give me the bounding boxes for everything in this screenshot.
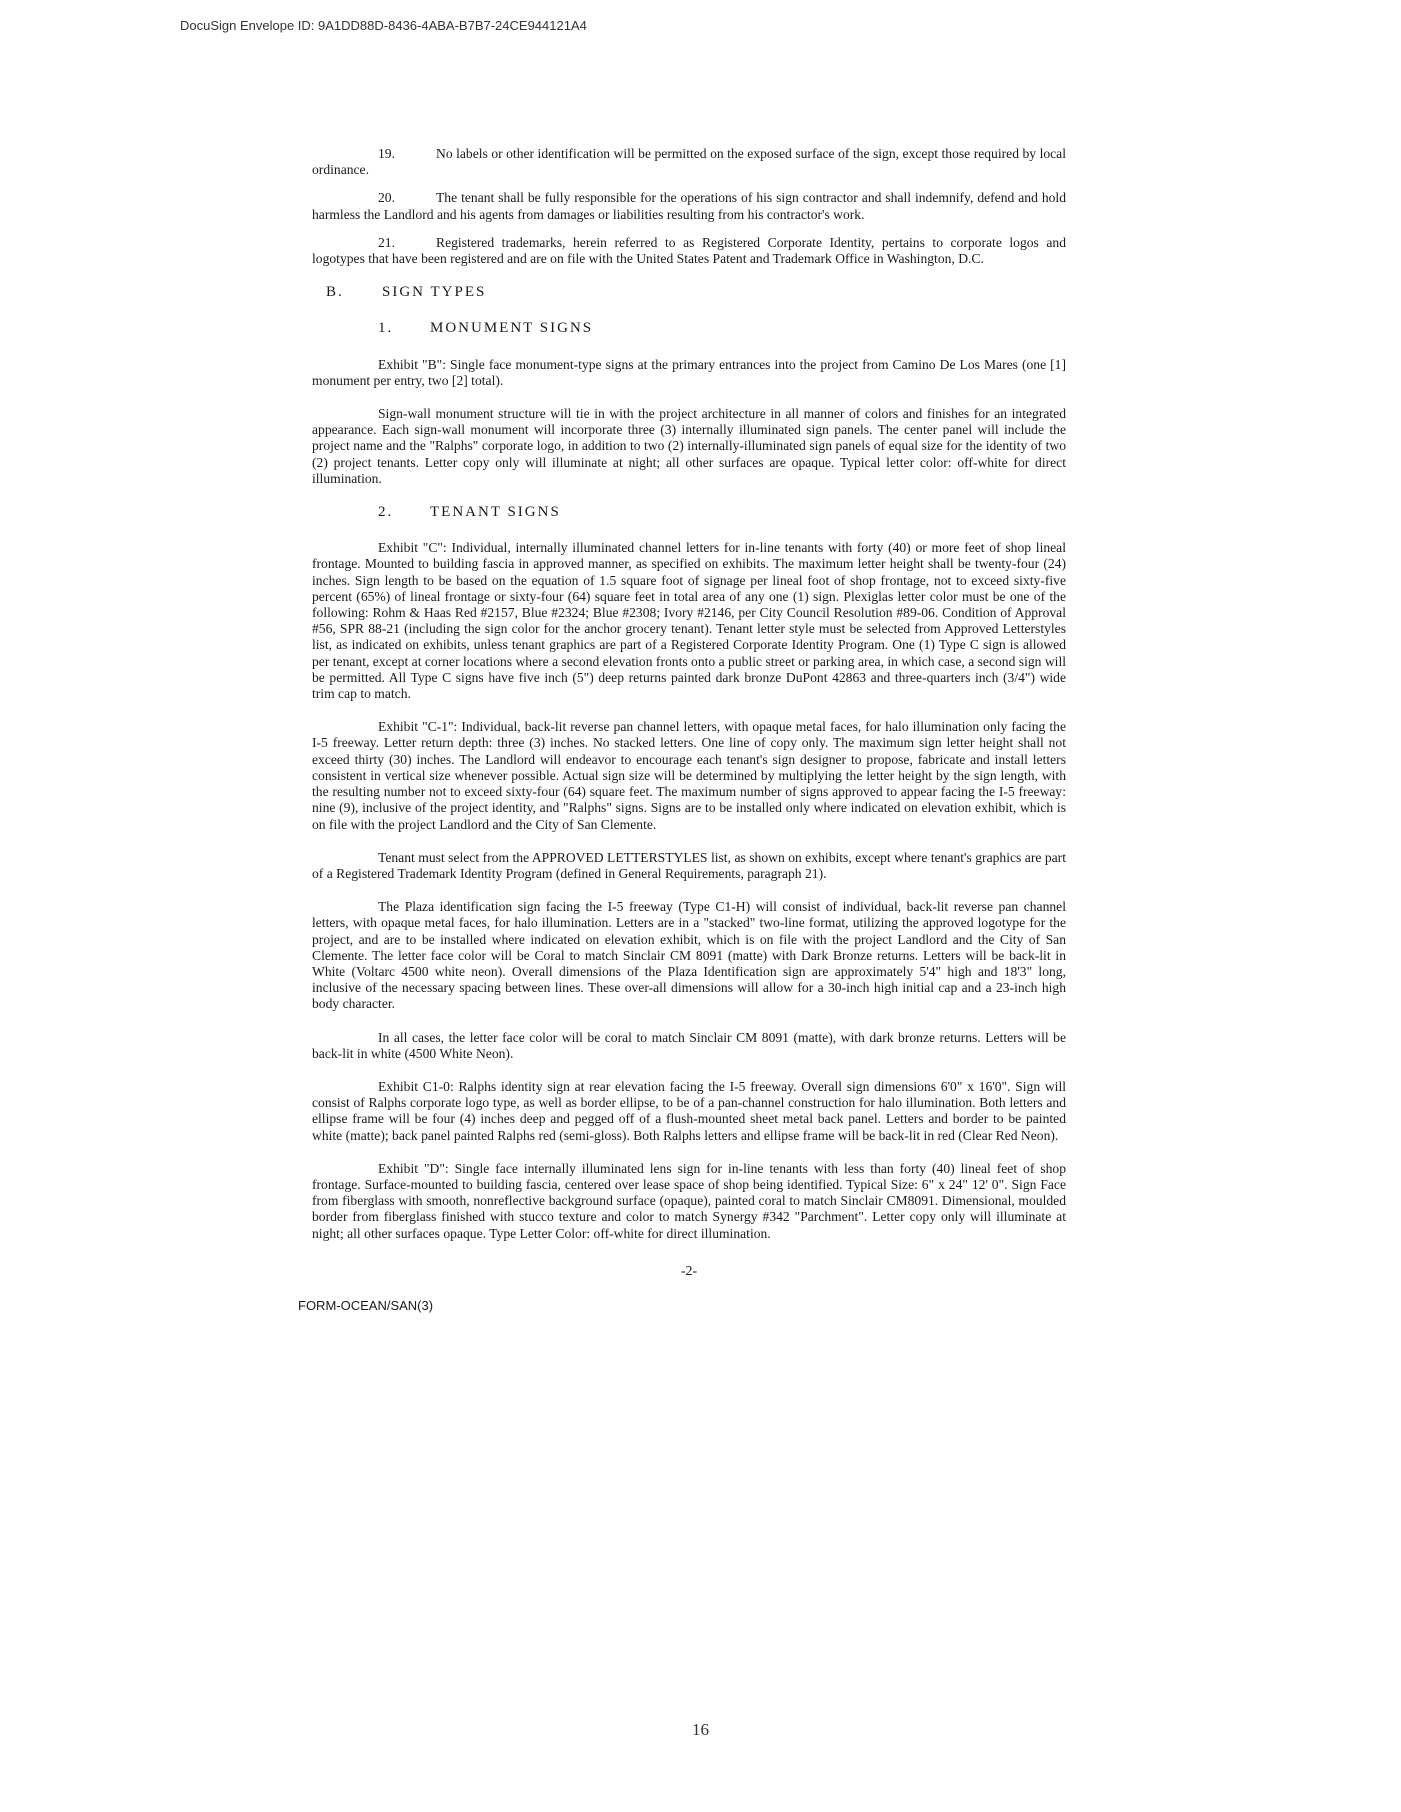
section-title: SIGN TYPES xyxy=(382,284,487,301)
paragraph-sign-wall: Sign-wall monument structure will tie in with the project architecture in all manner of colors and finishes for an integrated appearance. Each sign-wall monument will incorporate three (3) internally illuminated sign panels. The center panel will include the project name and the "Ralphs" corporate logo, in addition to two (2) internally-illuminated sign panels of equal size for the identity of two (2) project tenants. Letter copy only will illuminate at night; all other surfaces are opaque. Typical letter color: off-white for direct illumination. xyxy=(312,406,1066,486)
subsection-heading-monument xyxy=(378,320,1066,336)
item-text: The tenant shall be fully responsible for the operations of his sign contractor and shall indemnify, defend and hold harmless the Landlord and his agents from damages or liabilities resulting from his contractor's work. xyxy=(312,190,1066,222)
paragraph-exhibit-d: Exhibit "D": Single face internally illuminated lens sign for in-line tenants with less than forty (40) lineal feet of shop frontage. Surface-mounted to building fascia, centered over lease space of shop being identified. Typical Size: 6" x 24" 12' 0". Sign Face from fiberglass with smooth, nonreflective background surface (opaque), painted coral to match Sinclair CM8091. Dimensional, moulded border from fiberglass finished with stucco texture and color to match Synergy #342 "Parchment". Letter copy only will illuminate at night; all other surfaces opaque. Type Letter Color: off-white for direct illumination. xyxy=(312,1160,1066,1241)
item-20 xyxy=(312,190,1066,222)
item-number: 21. xyxy=(378,234,395,250)
paragraph-exhibit-c1: Exhibit "C-1": Individual, back-lit reverse pan channel letters, with opaque metal faces, for halo illumination only facing the I-5 freeway. Letter return depth: three (3) inches. No stacked letters. One line of copy only. The maximum sign letter height shall not exceed thirty (30) inches. The Landlord will endeavor to encourage each tenant's sign designer to propose, fabricate and install letters consistent in vertical size whenever possible. Actual sign size will be determined by multiplying the letter height by the sign length, with the resulting number not to exceed sixty-four (64) square feet. The maximum number of signs approved to appear facing the I-5 freeway: nine (9), inclusive of the project identity, and "Ralphs" signs. Signs are to be installed only where indicated on elevation exhibit, which is on file with the project Landlord and the City of San Clemente. xyxy=(312,719,1066,832)
paragraph-exhibit-c: Exhibit "C": Individual, internally illuminated channel letters for in-line tenants with forty (40) or more feet of shop lineal frontage. Mounted to building fascia in approved manner, as specified on exhibits. The maximum letter height shall be twenty-four (24) inches. Sign length to be based on the equation of 1.5 square foot of signage per lineal foot of shop frontage, not to exceed sixty-five percent (65%) of lineal frontage or sixty-four (64) square feet in total area of any one (1) sign. Plexiglas letter color must be one of the following: Rohm & Haas Red #2157, Blue #2324; Blue #2308; Ivory #2146, per City Council Resolution #89-06. Condition of Approval #56, SPR 88-21 (including the sign color for the anchor grocery tenant). Tenant letter style must be selected from Approved Letterstyles list, as indicated on exhibits, unless tenant graphics are part of a Registered Corporate Identity Program. One (1) Type C sign is allowed per tenant, except at corner locations where a second elevation fronts onto a public street or parking area, in which case, a second sign will be permitted. All Type C signs have five inch (5") deep returns painted dark bronze DuPont 42863 and three-quarters inch (3/4") wide trim cap to match. xyxy=(312,540,1066,702)
paragraph-plaza-sign: The Plaza identification sign facing the I-5 freeway (Type C1-H) will consist of individual, back-lit reverse pan channel letters, with opaque metal faces, for halo illumination. Letters are in a "stacked" two-line format, utilizing the approved logotype for the project, and are to be installed where indicated on elevation exhibit, which is on file with the project Landlord and the City of San Clemente. The letter face color will be Coral to match Sinclair CM 8091 (matte) with Dark Bronze returns. Letters will be back-lit in White (Voltarc 4500 white neon). Overall dimensions of the Plaza Identification sign are approximately 5'4" high and 18'3" long, inclusive of the necessary spacing between lines. These over-all dimensions will allow for a 30-inch high initial cap and a 23-inch high body character. xyxy=(312,899,1066,1012)
paragraph-exhibit-b: Exhibit "B": Single face monument-type signs at the primary entrances into the project from Camino De Los Mares (one [1] monument per entry, two [2] total). xyxy=(312,356,1066,388)
item-21 xyxy=(312,235,1066,267)
subsection-number: 2. xyxy=(378,504,394,521)
paragraph-letterstyles: Tenant must select from the APPROVED LETTERSTYLES list, as shown on exhibits, except where tenant's graphics are part of a Registered Trademark Identity Program (defined in General Requirements, paragraph 21). xyxy=(312,849,1066,881)
page-number: 16 xyxy=(692,1720,709,1739)
subsection-title: TENANT SIGNS xyxy=(430,504,561,521)
form-code: FORM-OCEAN/SAN(3) xyxy=(298,1297,434,1313)
item-19 xyxy=(312,146,1066,178)
docusign-envelope-id: DocuSign Envelope ID: 9A1DD88D-8436-4ABA-B7B7-24CE944121A4 xyxy=(180,18,587,33)
item-number: 20. xyxy=(378,190,395,206)
paragraph-exhibit-c1-0: Exhibit C1-0: Ralphs identity sign at rear elevation facing the I-5 freeway. Overall sign dimensions 6'0" x 16'0". Sign will consist of Ralphs corporate logo type, as well as border ellipse, to be of a pan-channel construction for halo illumination. Both letters and ellipse frame will be four (4) inches deep and pegged off of a flush-mounted sheet metal back panel. Letters and border to be painted white (matte); back panel painted Ralphs red (semi-gloss). Both Ralphs letters and ellipse frame will be back-lit in red (Clear Red Neon). xyxy=(312,1078,1066,1143)
subsection-title: MONUMENT SIGNS xyxy=(430,320,594,337)
subsection-heading-tenant xyxy=(378,504,1066,520)
page-marker: -2- xyxy=(680,1263,698,1279)
section-heading xyxy=(326,284,1066,300)
section-letter: B. xyxy=(326,284,344,301)
item-text: Registered trademarks, herein referred to as Registered Corporate Identity, pertains to corporate logos and logotypes that have been registered and are on file with the United States Patent and Trademark Office in Washington, D.C. xyxy=(312,234,1066,267)
item-number: 19. xyxy=(378,146,395,161)
subsection-number: 1. xyxy=(378,320,394,337)
document-body xyxy=(298,146,1066,1314)
paragraph-all-cases: In all cases, the letter face color will be coral to match Sinclair CM 8091 (matte), with dark bronze returns. Letters will be back-lit in white (4500 White Neon). xyxy=(312,1029,1066,1061)
item-text: No labels or other identification will be permitted on the exposed surface of the sign, except those required by local ordinance. xyxy=(312,146,1066,178)
